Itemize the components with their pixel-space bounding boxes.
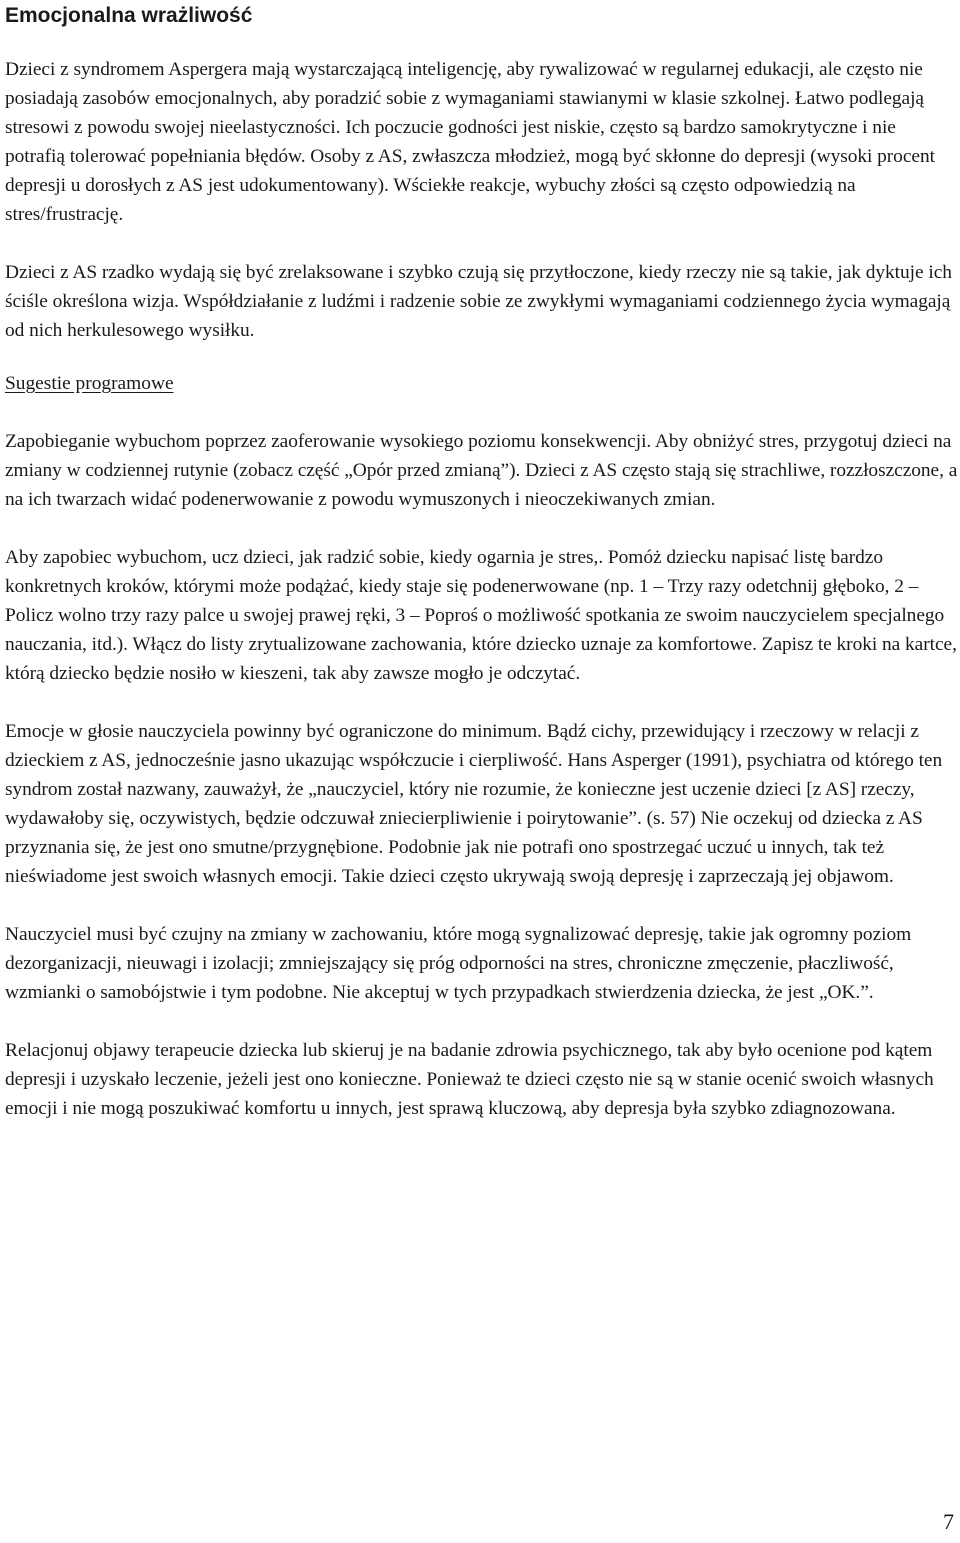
subheading-program-suggestions: Sugestie programowe [5,373,174,394]
suggestion-paragraph-1: Zapobieganie wybuchom poprzez zaoferowanie wysokiego poziomu konsekwencji. Aby obniżyć stres, przygotuj dzieci na zmiany w codziennej rutynie (zobacz część „Opór przed zmianą”). Dzieci z AS często stają się strachliwe, rozzłoszczone, a na ich twarzach widać podenerwowanie z powodu wymuszonych i nieoczekiwanych zmian. [5,431,958,510]
suggestion-paragraph-4: Nauczyciel musi być czujny na zmiany w zachowaniu, które mogą sygnalizować depresję, takie jak ogromny poziom dezorganizacji, nieuwagi i izolacji; zmniejszający się próg odporności na stres, chroniczne zmęczenie, płaczliwość, wzmianki o samobójstwie i tym podobne. Nie akceptuj w tych przypadkach stwierdzenia dziecka, że jest „OK.”. [5,924,912,1003]
document-content [5,0,958,1123]
suggestion-paragraph-3: Emocje w głosie nauczyciela powinny być ograniczone do minimum. Bądź cichy, przewidujący i rzeczowy w relacji z dzieckiem z AS, jednocześnie jasno ukazując współczucie i cierpliwość. Hans Asperger (1991), psychiatra od którego ten syndrom został nazwany, zauważył, że „nauczyciel, który nie rozumie, że konieczne jest uczenie dzieci [z AS] rzeczy, wydawałoby się, oczywistych, będzie odczuwał zniecierpliwienie i poirytowanie”. (s. 57) Nie oczekuj od dziecka z AS przyznania się, że jest ono smutne/przygnębione. Podobnie jak nie potrafi ono spostrzegać uczuć u innych, tak też nieświadome jest swoich własnych emocji. Takie dzieci często ukrywają swoją depresję i zaprzeczają jej objawom. [5,721,943,887]
paragraph-1: Dzieci z syndromem Aspergera mają wystarczającą inteligencję, aby rywalizować w regularnej edukacji, ale często nie posiadają zasobów emocjonalnych, aby poradzić sobie z wymaganiami stawianymi w klasie szkolnej. Łatwo podlegają stresowi z powodu swojej nieelastyczności. Ich poczucie godności jest niskie, często są bardzo samokrytyczne i nie potrafią tolerować popełniania błędów. Osoby z AS, zwłaszcza młodzież, mogą być skłonne do depresji (wysoki procent depresji u dorosłych z AS jest udokumentowany). Wściekłe reakcje, wybuchy złości są często odpowiedzią na stres/frustrację. [5,59,935,225]
page-number: 7 [943,1509,954,1534]
suggestion-paragraph-5: Relacjonuj objawy terapeucie dziecka lub skieruj je na badanie zdrowia psychicznego, tak aby było ocenione pod kątem depresji i uzyskało leczenie, jeżeli jest ono konieczne. Ponieważ te dzieci często nie są w stanie ocenić swoich własnych emocji i nie mogą poszukiwać komfortu u innych, jest sprawą kluczową, aby depresja była szybko zdiagnozowana. [5,1040,934,1119]
section-title: Emocjonalna wrażliwość [5,4,253,27]
suggestion-paragraph-2: Aby zapobiec wybuchom, ucz dzieci, jak radzić sobie, kiedy ogarnia je stres,. Pomóż dziecku napisać listę bardzo konkretnych kroków, którymi może podążać, kiedy staje się podenerwowane (np. 1 – Trzy razy odetchnij głęboko, 2 – Policz wolno trzy razy palce u swojej prawej ręki, 3 – Poproś o możliwość spotkania ze swoim nauczycielem specjalnego nauczania, itd.). Włącz do listy zrytualizowane zachowania, które dziecko uznaje za komfortowe. Zapisz te kroki na kartce, którą dziecko będzie nosiło w kieszeni, tak aby zawsze mogło je odczytać. [5,547,957,684]
paragraph-2: Dzieci z AS rzadko wydają się być zrelaksowane i szybko czują się przytłoczone, kiedy rzeczy nie są takie, jak dyktuje ich ściśle określona wizja. Współdziałanie z ludźmi i radzenie sobie ze zwykłymi wymaganiami codziennego życia wymagają od nich herkulesowego wysiłku. [5,262,952,341]
